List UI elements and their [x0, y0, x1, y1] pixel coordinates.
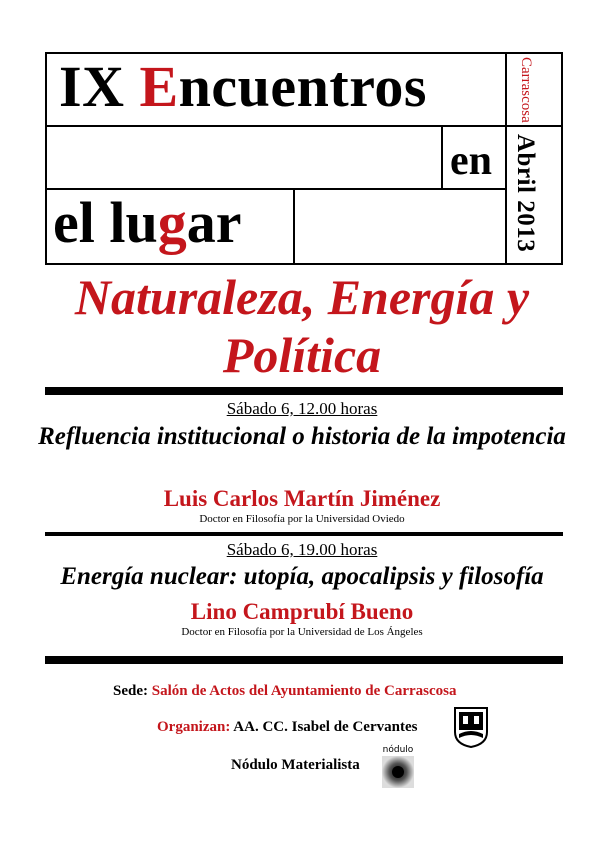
svg-text:nódulo: nódulo [382, 745, 414, 755]
divider-bar-middle [45, 532, 563, 536]
session-2-title: Energía nuclear: utopía, apocalipsis y filosofía [60, 563, 544, 590]
session-1-speaker: Luis Carlos Martín Jiménez [163, 486, 441, 511]
grid-border-left [45, 52, 47, 265]
nodulo-logo [380, 744, 416, 790]
date-label: Abril 2013 [512, 134, 539, 253]
title-line-1: IX Encuentros [59, 54, 427, 119]
divider-bar-top [45, 387, 563, 395]
session-1-title: Refluencia institucional o historia de la impotencia [38, 423, 566, 450]
grid-border-bottom [45, 263, 563, 265]
session-2-speaker: Lino Camprubí Bueno [190, 599, 414, 624]
header-grid [45, 52, 563, 265]
place-label: Carrascosa [518, 57, 534, 123]
grid-border-right [561, 52, 563, 265]
grid-divider-row1 [45, 125, 563, 127]
session-2-affiliation: Doctor en Filosofía por la Universidad de Los Ángeles [181, 626, 423, 638]
grid-divider-en [441, 126, 443, 189]
isabel-de-cervantes-logo [453, 706, 489, 748]
title-line-2: en [450, 138, 492, 184]
title-line-3: el lugar [53, 190, 242, 255]
session-1-time: Sábado 6, 12.00 horas [226, 399, 378, 418]
session-1-affiliation: Doctor en Filosofía por la Universidad Oviedo [199, 513, 405, 525]
grid-divider-vertical-right [505, 52, 507, 265]
grid-divider-lugar [293, 189, 295, 265]
event-subtitle: Naturaleza, Energía y Política [74, 269, 530, 383]
organizers-line: Organizan: AA. CC. Isabel de Cervantes [157, 719, 418, 735]
session-2-time: Sábado 6, 19.00 horas [226, 540, 378, 559]
divider-bar-bottom [45, 656, 563, 664]
nodulo-materialista-label: Nódulo Materialista [231, 757, 360, 773]
venue-line: Sede: Salón de Actos del Ayuntamiento de Carrascosa [113, 683, 457, 699]
